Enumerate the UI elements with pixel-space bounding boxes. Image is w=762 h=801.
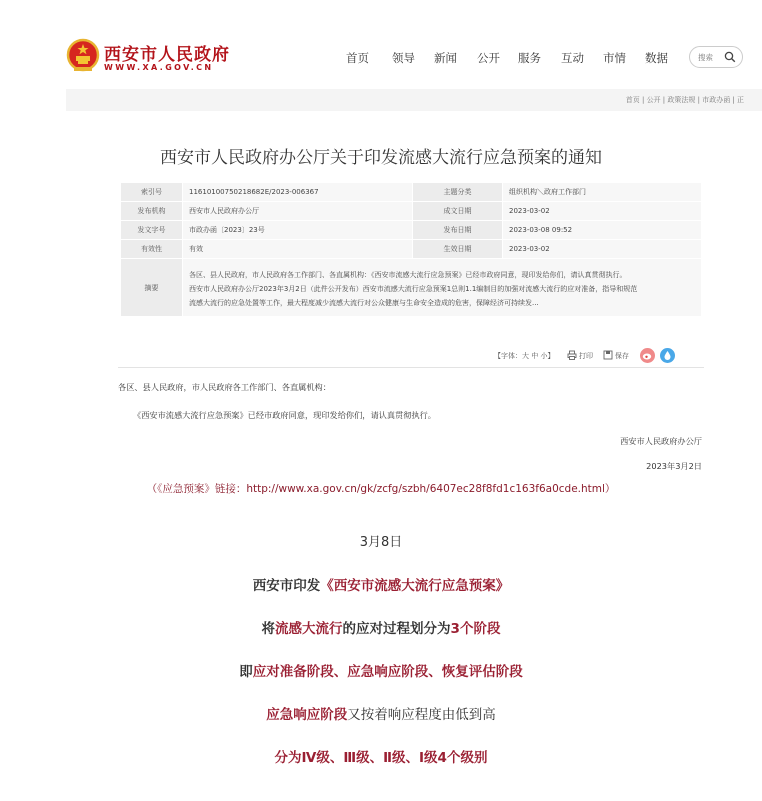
meta-label: 生效日期 xyxy=(413,240,503,259)
summary-text: 西安市印发 xyxy=(252,578,321,594)
meta-value: 2023-03-08 09:52 xyxy=(503,221,702,240)
summary-date: 3月8日 xyxy=(359,535,403,550)
table-row xyxy=(121,240,702,259)
meta-label: 索引号 xyxy=(121,183,183,202)
site-name: 西安市人民政府 xyxy=(104,45,230,65)
table-row xyxy=(121,202,702,221)
summary-line-4 xyxy=(0,703,762,723)
meta-value: 市政办函〔2023〕23号 xyxy=(183,221,413,240)
article-title: 西安市人民政府办公厅关于印发流感大流行应急预案的通知 xyxy=(160,148,602,168)
nav-home[interactable]: 首页 xyxy=(346,51,369,65)
meta-value: 2023-03-02 xyxy=(503,240,702,259)
abstract-line: 流感大流行的应急处置等工作，最大程度减少流感大流行对公众健康与生命安全造成的危害，保障经济可持续发... xyxy=(189,298,539,307)
summary-highlight: 应急响应阶段 xyxy=(266,707,348,723)
body-paragraph: 《西安市流感大流行应急预案》已经市政府同意，现印发给你们，请认真贯彻执行。 xyxy=(133,410,436,420)
summary-highlight: 应对准备阶段、应急响应阶段、恢复评估阶段 xyxy=(252,664,523,680)
meta-value: 2023-03-02 xyxy=(503,202,702,221)
salutation: 各区、县人民政府，市人民政府各工作部门、各直属机构： xyxy=(118,382,331,392)
summary-line-5 xyxy=(0,746,762,766)
weibo-share-icon[interactable] xyxy=(640,348,655,363)
summary-text: 又按着响应程度由低到高 xyxy=(347,707,496,723)
document-meta-table xyxy=(120,182,702,317)
site-logo[interactable] xyxy=(66,38,236,78)
table-row xyxy=(121,221,702,240)
meta-label: 有效性 xyxy=(121,240,183,259)
nav-news[interactable]: 新闻 xyxy=(434,51,457,65)
plan-link[interactable]: （《应急预案》链接：http://www.xa.gov.cn/gk/zcfg/szbh/6407ec28f8fd1c163f6a0cde.html） xyxy=(146,483,616,495)
print-icon[interactable] xyxy=(567,350,577,360)
divider xyxy=(118,367,704,368)
print-button[interactable]: 打印 xyxy=(579,352,593,360)
breadcrumb-bar xyxy=(66,89,762,111)
summary-highlight: 《西安市流感大流行应急预案》 xyxy=(320,578,510,594)
summary-line-1 xyxy=(0,574,762,594)
abstract-line: 西安市人民政府办公厅2023年3月2日（此件公开发布）西安市流感大流行应急预案1总则1.1编制目的加强对流感大流行的应对准备，指导和规范 xyxy=(189,284,638,293)
site-url: WWW.XA.GOV.CN xyxy=(104,63,214,72)
search-icon[interactable] xyxy=(724,51,736,63)
summary-line-3 xyxy=(0,660,762,680)
summary-text: 将 xyxy=(261,621,276,637)
abstract-text xyxy=(183,259,702,317)
table-row xyxy=(121,259,702,317)
meta-label: 主题分类 xyxy=(413,183,503,202)
meta-label: 发布机构 xyxy=(121,202,183,221)
sign-date: 2023年3月2日 xyxy=(646,461,702,471)
summary-highlight: 流感大流行 xyxy=(275,621,343,637)
nav-leaders[interactable]: 领导 xyxy=(392,51,415,65)
font-size-switcher[interactable]: 【字体：大 中 小】 xyxy=(494,352,555,360)
save-icon[interactable] xyxy=(603,350,613,360)
meta-label: 发布日期 xyxy=(413,221,503,240)
nav-service[interactable]: 服务 xyxy=(518,51,541,65)
meta-value: 11610100750218682E/2023-006367 xyxy=(183,183,413,202)
meta-value: 组织机构＼政府工作部门 xyxy=(503,183,702,202)
wechat-share-icon[interactable] xyxy=(660,348,675,363)
meta-value: 有效 xyxy=(183,240,413,259)
search-box xyxy=(689,46,743,68)
nav-interaction[interactable]: 互动 xyxy=(561,51,584,65)
meta-label: 成文日期 xyxy=(413,202,503,221)
summary-line-2 xyxy=(0,617,762,637)
summary-highlight: 分为 xyxy=(274,750,302,766)
save-button[interactable]: 保存 xyxy=(615,352,629,360)
national-emblem-icon xyxy=(66,38,100,74)
summary-highlight: 4个级别 xyxy=(437,750,488,766)
nav-public[interactable]: 公开 xyxy=(477,51,500,65)
signature: 西安市人民政府办公厅 xyxy=(620,436,702,446)
summary-highlight: 3个阶段 xyxy=(450,621,501,637)
summary-text: 即 xyxy=(239,664,253,680)
meta-label: 发文字号 xyxy=(121,221,183,240)
abstract-line: 各区、县人民政府，市人民政府各工作部门、各直属机构：《西安市流感大流行应急预案》已经市政府同意，现印发给你们，请认真贯彻执行。 xyxy=(189,270,627,279)
breadcrumb[interactable]: 首页 | 公开 | 政策法规 | 市政办函 | 正 xyxy=(625,96,744,104)
nav-city-info[interactable]: 市情 xyxy=(603,51,626,65)
meta-label: 摘要 xyxy=(121,259,183,317)
nav-data[interactable]: 数据 xyxy=(645,51,668,65)
table-row xyxy=(121,183,702,202)
summary-highlight: Ⅳ级、Ⅲ级、Ⅱ级、Ⅰ级 xyxy=(301,750,438,766)
summary-text: 的应对过程划分为 xyxy=(342,621,451,637)
meta-value: 西安市人民政府办公厅 xyxy=(183,202,413,221)
